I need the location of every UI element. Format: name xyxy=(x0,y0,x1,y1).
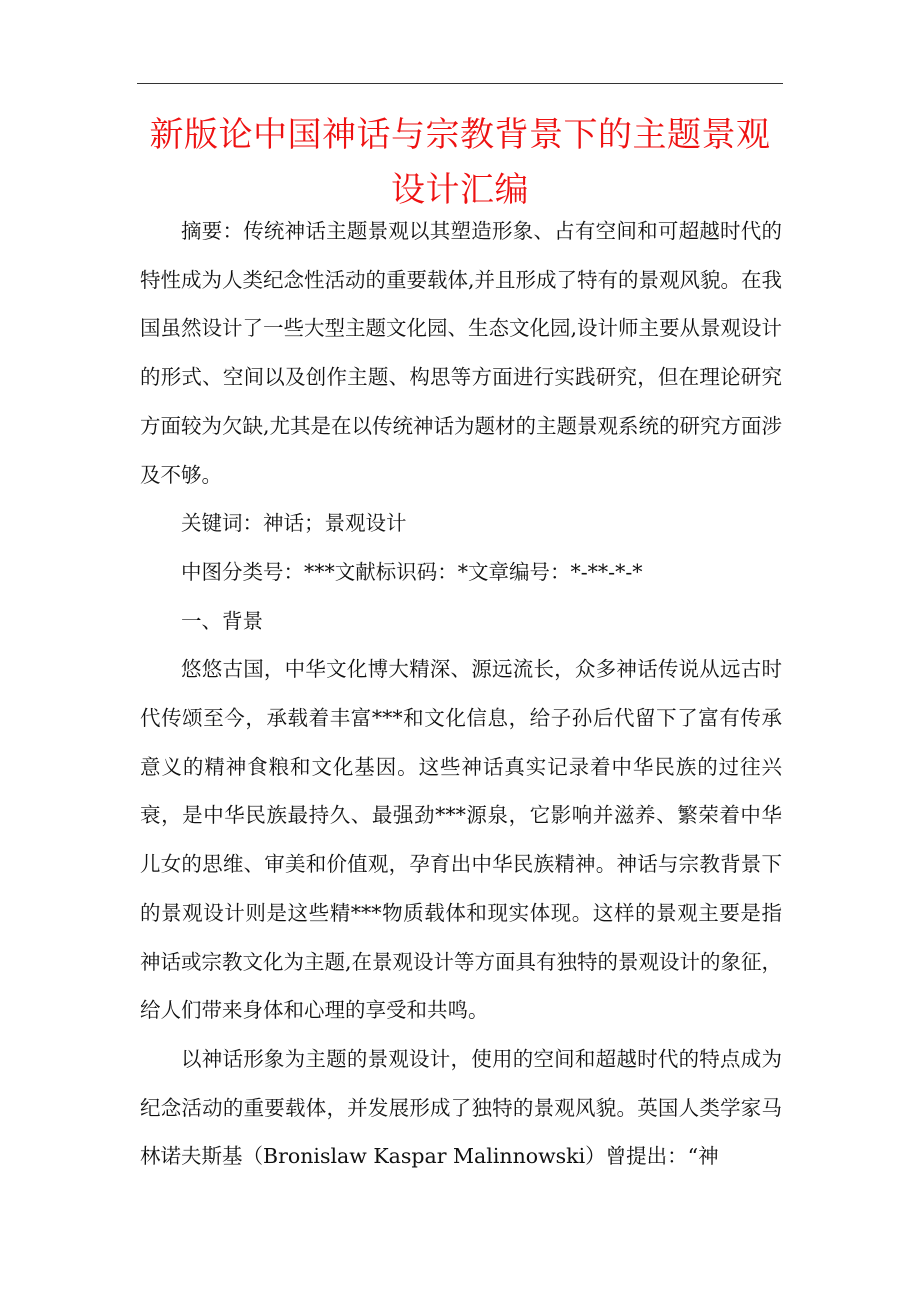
header-rule xyxy=(137,83,783,84)
body-paragraph: 以神话形象为主题的景观设计，使用的空间和超越时代的特点成为纪念活动的重要载体，并发展形成了独特的景观风貌。英国人类学家马林诺夫斯基（Bronislaw Kaspar Malinnowski）曾提出：“神 xyxy=(140,1046,782,1169)
abstract-paragraph: 摘要：传统神话主题景观以其塑造形象、占有空间和可超越时代的特性成为人类纪念性活动的重要载体,并且形成了特有的景观风貌。在我国虽然设计了一些大型主题文化园、生态文化园,设计师主要从景观设计的形式、空间以及创作主题、构思等方面进行实践研究，但在理论研究方面较为欠缺,尤其是在以传统神话为题材的主题景观系统的研究方面涉及不够。 xyxy=(140,219,783,487)
body-paragraph: 悠悠古国，中华文化博大精深、源远流长，众多神话传说从远古时代传颂至今，承载着丰富***和文化信息，给子孙后代留下了富有传承意义的精神食粮和文化基因。这些神话真实记录着中华民族的过往兴衰，是中华民族最持久、最强劲***源泉，它影响并滋养、繁荣着中华儿女的思维、审美和价值观，孕育出中华民族精神。神话与宗教背景下的景观设计则是这些精***物质载体和现实体现。这样的景观主要是指神话或宗教文化为主题,在景观设计等方面具有独特的景观设计的象征，给人们带来身体和心理的享受和共鸣。 xyxy=(140,657,783,1023)
classification-paragraph: 中图分类号：***文献标识码：*文章编号：*-**-*-* xyxy=(181,559,643,584)
document-body xyxy=(140,207,782,1181)
section-heading-background: 一、背景 xyxy=(181,608,263,633)
keywords-paragraph: 关键词：神话；景观设计 xyxy=(181,511,407,536)
document-title: 新版论中国神话与宗教背景下的主题景观设计汇编 xyxy=(149,115,771,210)
